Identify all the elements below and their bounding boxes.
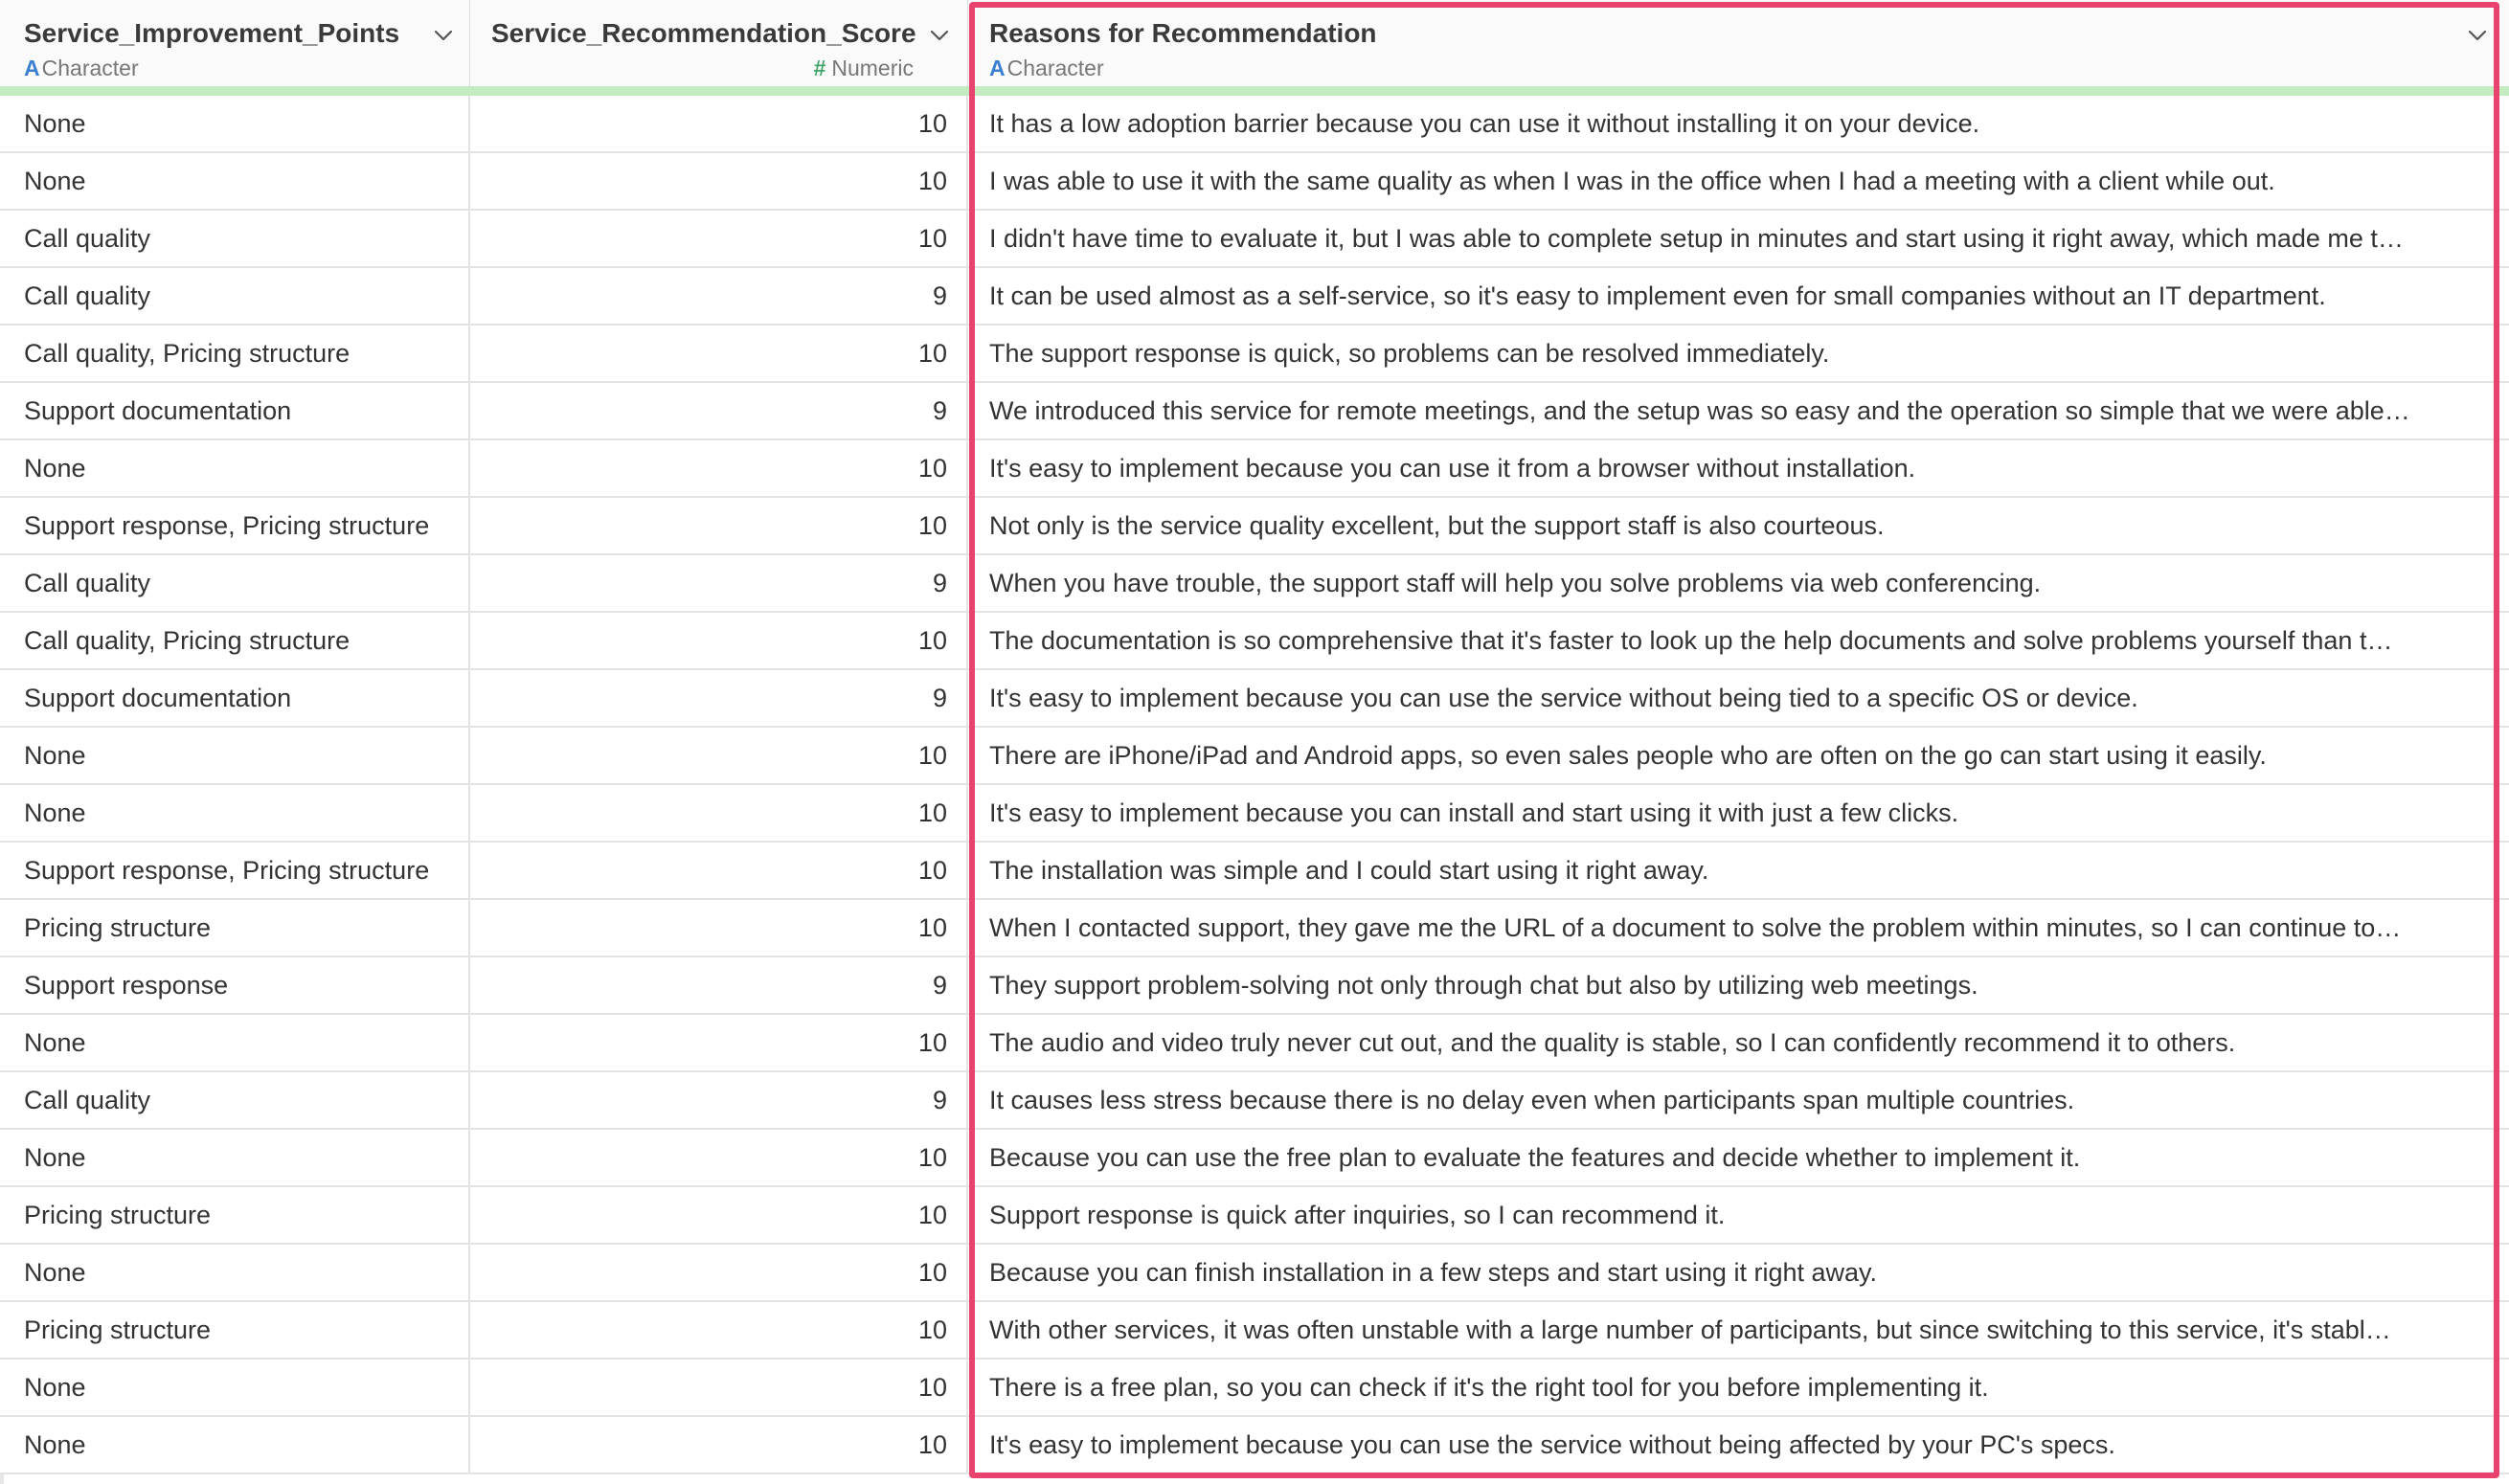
- cell-improvement-points[interactable]: Call quality: [0, 211, 470, 266]
- cell-improvement-points[interactable]: Call quality: [0, 555, 470, 611]
- cell-recommendation-reason[interactable]: Not only is the service quality excellent, but the support staff is also courteous.: [989, 511, 1885, 540]
- table-row[interactable]: [0, 1360, 2509, 1417]
- cell-recommendation-reason[interactable]: Because you can use the free plan to evaluate the features and decide whether to implement it.: [989, 1143, 2081, 1172]
- cell-improvement-points[interactable]: Call quality, Pricing structure: [0, 613, 470, 668]
- cell-recommendation-reason[interactable]: It's easy to implement because you can use the service without being affected by your PC's specs.: [989, 1430, 2115, 1459]
- cell-recommendation-score[interactable]: 9: [470, 1072, 968, 1128]
- column-type-label: [24, 56, 139, 81]
- column-header-reasons[interactable]: [968, 0, 2500, 86]
- column-title: Service_Recommendation_Score: [491, 18, 916, 48]
- cell-improvement-points[interactable]: None: [0, 96, 470, 151]
- chevron-down-icon[interactable]: [929, 25, 950, 46]
- cell-improvement-points[interactable]: Support response, Pricing structure: [0, 498, 470, 553]
- cell-improvement-points[interactable]: Pricing structure: [0, 1187, 470, 1243]
- table-row[interactable]: [0, 1130, 2509, 1187]
- table-row[interactable]: [0, 1245, 2509, 1302]
- cell-improvement-points[interactable]: Pricing structure: [0, 900, 470, 956]
- table-row[interactable]: [0, 1187, 2509, 1245]
- cell-recommendation-score[interactable]: 10: [470, 613, 968, 668]
- cell-recommendation-reason[interactable]: It causes less stress because there is no delay even when participants span multiple countries.: [989, 1086, 2075, 1114]
- table-row[interactable]: [0, 957, 2509, 1015]
- cell-recommendation-reason[interactable]: The installation was simple and I could start using it right away.: [989, 856, 1709, 885]
- cell-improvement-points[interactable]: None: [0, 1015, 470, 1070]
- cell-improvement-points[interactable]: Pricing structure: [0, 1302, 470, 1358]
- table-row[interactable]: [0, 555, 2509, 613]
- column-type-label: [814, 56, 914, 81]
- cell-recommendation-score[interactable]: 10: [470, 498, 968, 553]
- cell-recommendation-score[interactable]: 10: [470, 785, 968, 841]
- column-header-score[interactable]: [470, 0, 968, 86]
- table-row[interactable]: [0, 900, 2509, 957]
- table-row[interactable]: [0, 1302, 2509, 1360]
- cell-improvement-points[interactable]: None: [0, 440, 470, 496]
- cell-improvement-points[interactable]: None: [0, 1417, 470, 1473]
- cell-recommendation-score[interactable]: 9: [470, 555, 968, 611]
- column-type-text: Character: [1006, 56, 1104, 80]
- column-header-improvement[interactable]: [0, 0, 470, 86]
- cell-improvement-points[interactable]: Call quality, Pricing structure: [0, 326, 470, 381]
- cell-recommendation-reason[interactable]: I was able to use it with the same quality as when I was in the office when I had a meeting with a client while out.: [989, 167, 2275, 195]
- cell-improvement-points[interactable]: Support documentation: [0, 383, 470, 438]
- cell-improvement-points[interactable]: None: [0, 1130, 470, 1185]
- cell-recommendation-score[interactable]: 9: [470, 268, 968, 324]
- cell-improvement-points[interactable]: Support response, Pricing structure: [0, 843, 470, 898]
- column-header-row: [0, 0, 2509, 87]
- table-row[interactable]: [0, 153, 2509, 211]
- cell-improvement-points[interactable]: None: [0, 728, 470, 783]
- cell-recommendation-reason[interactable]: Support response is quick after inquiries, so I can recommend it.: [989, 1201, 1726, 1229]
- chevron-down-icon[interactable]: [433, 25, 454, 46]
- cell-recommendation-reason[interactable]: There are iPhone/iPad and Android apps, so even sales people who are often on the go can start using it easily.: [989, 741, 2267, 770]
- cell-improvement-points[interactable]: Call quality: [0, 1072, 470, 1128]
- cell-recommendation-score[interactable]: 10: [470, 900, 968, 956]
- cell-recommendation-reason[interactable]: It's easy to implement because you can use it from a browser without installation.: [989, 454, 1916, 483]
- cell-improvement-points[interactable]: Support documentation: [0, 670, 470, 726]
- cell-recommendation-score[interactable]: 9: [470, 670, 968, 726]
- cell-recommendation-score[interactable]: 10: [470, 1302, 968, 1358]
- column-type-text: Numeric: [831, 56, 914, 80]
- cell-recommendation-score[interactable]: 10: [470, 1245, 968, 1300]
- cell-improvement-points[interactable]: Call quality: [0, 268, 470, 324]
- cell-recommendation-score[interactable]: 10: [470, 326, 968, 381]
- table-row[interactable]: [0, 1417, 2509, 1474]
- table-row[interactable]: [0, 728, 2509, 785]
- table-row[interactable]: [0, 211, 2509, 268]
- table-row[interactable]: [0, 843, 2509, 900]
- cell-recommendation-score[interactable]: 10: [470, 153, 968, 209]
- cell-recommendation-reason[interactable]: The support response is quick, so problems can be resolved immediately.: [989, 339, 1830, 368]
- table-row[interactable]: [0, 498, 2509, 555]
- cell-improvement-points[interactable]: Support response: [0, 957, 470, 1013]
- cell-recommendation-reason[interactable]: When I contacted support, they gave me the URL of a document to solve the problem within minutes, so I can continue to…: [989, 913, 2402, 942]
- cell-recommendation-score[interactable]: 9: [470, 383, 968, 438]
- table-row[interactable]: [0, 383, 2509, 440]
- cell-recommendation-score[interactable]: 10: [470, 843, 968, 898]
- numeric-type-icon: #: [813, 56, 826, 80]
- column-type-text: Character: [41, 56, 139, 80]
- table-row[interactable]: [0, 440, 2509, 498]
- table-row[interactable]: [0, 613, 2509, 670]
- cell-recommendation-reason[interactable]: With other services, it was often unstable with a large number of participants, but since switching to this service, it's stabl…: [989, 1315, 2391, 1344]
- cell-recommendation-reason[interactable]: It has a low adoption barrier because you can use it without installing it on your device.: [989, 109, 1980, 138]
- cell-recommendation-reason[interactable]: It's easy to implement because you can install and start using it with just a few clicks.: [989, 798, 1959, 827]
- cell-recommendation-score[interactable]: 10: [470, 1015, 968, 1070]
- table-row[interactable]: [0, 785, 2509, 843]
- cell-improvement-points[interactable]: None: [0, 153, 470, 209]
- column-title: Reasons for Recommendation: [989, 18, 1377, 48]
- table-row[interactable]: [0, 268, 2509, 326]
- cell-recommendation-reason[interactable]: We introduced this service for remote meetings, and the setup was so easy and the operation so simple that we were able…: [989, 396, 2410, 425]
- cell-recommendation-score[interactable]: 10: [470, 1130, 968, 1185]
- column-type-label: [989, 56, 1104, 81]
- table-row[interactable]: [0, 326, 2509, 383]
- cell-improvement-points[interactable]: None: [0, 1360, 470, 1415]
- cell-recommendation-reason[interactable]: There is a free plan, so you can check if it's the right tool for you before implementing it.: [989, 1373, 1989, 1402]
- character-type-icon: A: [989, 56, 1006, 80]
- cell-recommendation-score[interactable]: 10: [470, 1417, 968, 1473]
- cell-recommendation-score[interactable]: 10: [470, 1187, 968, 1243]
- cell-recommendation-reason[interactable]: I didn't have time to evaluate it, but I was able to complete setup in minutes and start using it right away, which made me t…: [989, 224, 2404, 253]
- character-type-icon: A: [24, 56, 40, 80]
- cell-recommendation-score[interactable]: 10: [470, 211, 968, 266]
- cell-recommendation-reason[interactable]: The audio and video truly never cut out, and the quality is stable, so I can confidently recommend it to others.: [989, 1028, 2236, 1057]
- table-row[interactable]: [0, 1015, 2509, 1072]
- cell-recommendation-reason[interactable]: The documentation is so comprehensive that it's faster to look up the help documents and solve problems yourself than t…: [989, 626, 2393, 655]
- cell-recommendation-score[interactable]: 10: [470, 440, 968, 496]
- cell-improvement-points[interactable]: None: [0, 785, 470, 841]
- cell-recommendation-reason[interactable]: Because you can finish installation in a few steps and start using it right away.: [989, 1258, 1878, 1287]
- column-title: Service_Improvement_Points: [24, 18, 400, 48]
- cell-recommendation-reason[interactable]: When you have trouble, the support staff will help you solve problems via web conferencing.: [989, 569, 2042, 597]
- table-row[interactable]: [0, 96, 2509, 153]
- cell-recommendation-reason[interactable]: It can be used almost as a self-service, so it's easy to implement even for small companies without an IT department.: [989, 281, 2326, 310]
- cell-recommendation-score[interactable]: 10: [470, 728, 968, 783]
- chevron-down-icon[interactable]: [2467, 25, 2488, 46]
- cell-improvement-points[interactable]: None: [0, 1245, 470, 1300]
- column-summary-bar: [0, 86, 2509, 96]
- cell-recommendation-score[interactable]: 10: [470, 1360, 968, 1415]
- cell-recommendation-score[interactable]: 10: [470, 96, 968, 151]
- cell-recommendation-reason[interactable]: They support problem-solving not only through chat but also by utilizing web meetings.: [989, 971, 1978, 1000]
- cell-recommendation-reason[interactable]: It's easy to implement because you can use the service without being tied to a specific OS or device.: [989, 684, 2138, 712]
- cell-recommendation-score[interactable]: 9: [470, 957, 968, 1013]
- table-row[interactable]: [0, 670, 2509, 728]
- table-row[interactable]: [0, 1072, 2509, 1130]
